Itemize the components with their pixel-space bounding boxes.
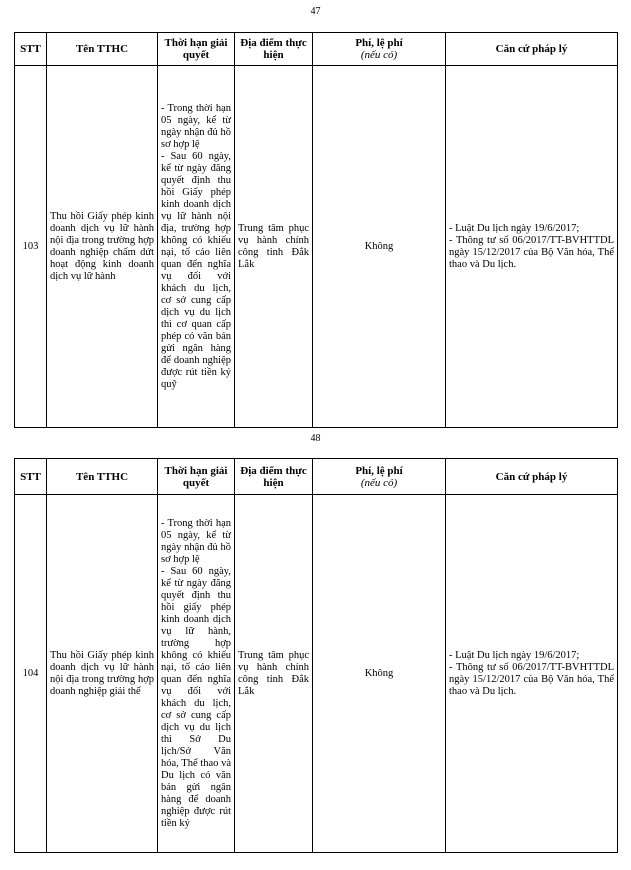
procedure-table (14, 458, 618, 853)
cell-legal-basis (446, 66, 618, 428)
cell-location: Trung tâm phục vụ hành chính công tỉnh Đắk Lắk (235, 66, 313, 428)
time-limit-item: - Trong thời hạn 05 ngày, kể từ ngày nhận đủ hồ sơ hợp lệ (161, 517, 231, 565)
header-basis: Căn cứ pháp lý (446, 33, 618, 66)
cell-time-limit (158, 495, 235, 853)
legal-basis-item: - Luật Du lịch ngày 19/6/2017; (449, 649, 580, 661)
cell-procedure-name: Thu hồi Giấy phép kinh doanh dịch vụ lữ hành nội địa trong trường hợp doanh nghiệp giải thể (47, 495, 158, 853)
table-row (15, 66, 618, 428)
cell-stt: 103 (15, 66, 47, 428)
header-time: Thời hạn giải quyết (158, 459, 235, 495)
cell-location: Trung tâm phục vụ hành chính công tỉnh Đắk Lắk (235, 495, 313, 853)
cell-legal-basis (446, 495, 618, 853)
cell-procedure-name: Thu hồi Giấy phép kinh doanh dịch vụ lữ hành nội địa trong trường hợp doanh nghiệp chấm dứt hoạt động kinh doanh dịch vụ lữ hành (47, 66, 158, 428)
time-limit-item: - Sau 60 ngày, kể từ ngày đăng quyết định thu hồi Giấy phép kinh doanh dịch vụ lữ hành nội địa, trường hợp không có khiếu nại, tố cáo liên quan đến nghĩa vụ đối với khách du lịch, cơ sở cung cấp dịch vụ du lịch thì cơ quan cấp phép có văn bản gửi ngân hàng để doanh nghiệp được rút tiền ký quỹ (161, 150, 231, 390)
header-stt: STT (15, 459, 47, 495)
header-time: Thời hạn giải quyết (158, 33, 235, 66)
legal-basis-item: - Thông tư số 06/2017/TT-BVHTTDL ngày 15/12/2017 của Bộ Văn hóa, Thể thao và Du lịch. (449, 234, 614, 270)
cell-fee: Không (313, 495, 446, 853)
page-number: 47 (310, 6, 321, 17)
cell-time-limit (158, 66, 235, 428)
header-fee-note: (nếu có) (360, 476, 398, 489)
header-fee (313, 459, 446, 495)
header-basis: Căn cứ pháp lý (446, 459, 618, 495)
page-number: 48 (310, 433, 321, 444)
table-row (15, 495, 618, 853)
legal-basis-item: - Luật Du lịch ngày 19/6/2017; (449, 222, 580, 234)
cell-stt: 104 (15, 495, 47, 853)
legal-basis-item: - Thông tư số 06/2017/TT-BVHTTDL ngày 15/12/2017 của Bộ Văn hóa, Thể thao và Du lịch. (449, 661, 614, 697)
header-fee-note: (nếu có) (360, 49, 398, 61)
time-limit-item: - Trong thời hạn 05 ngày, kể từ ngày nhận đủ hồ sơ hợp lệ (161, 102, 231, 150)
table-header-row (15, 459, 618, 495)
header-fee-label: Phí, lệ phí (355, 37, 403, 49)
header-place: Địa điểm thực hiện (235, 459, 313, 495)
header-name: Tên TTHC (47, 33, 158, 66)
time-limit-item: - Sau 60 ngày, kể từ ngày đăng quyết định thu hồi giấy phép kinh doanh dịch vụ lữ hành, trường hợp không có khiếu nại, tố cáo liên quan đến nghĩa vụ đối với khách du lịch, cơ sở cung cấp dịch vụ du lịch thì Sở Du lịch/Sở Văn hóa, Thể thao và Du lịch có văn bản gửi ngân hàng để doanh nghiệp được rút tiền ký (161, 565, 231, 829)
header-place: Địa điểm thực hiện (235, 33, 313, 66)
table-header-row (15, 33, 618, 66)
procedure-table (14, 32, 618, 428)
header-fee-label: Phí, lệ phí (355, 464, 403, 477)
cell-fee: Không (313, 66, 446, 428)
header-name: Tên TTHC (47, 459, 158, 495)
header-stt: STT (15, 33, 47, 66)
header-fee (313, 33, 446, 66)
